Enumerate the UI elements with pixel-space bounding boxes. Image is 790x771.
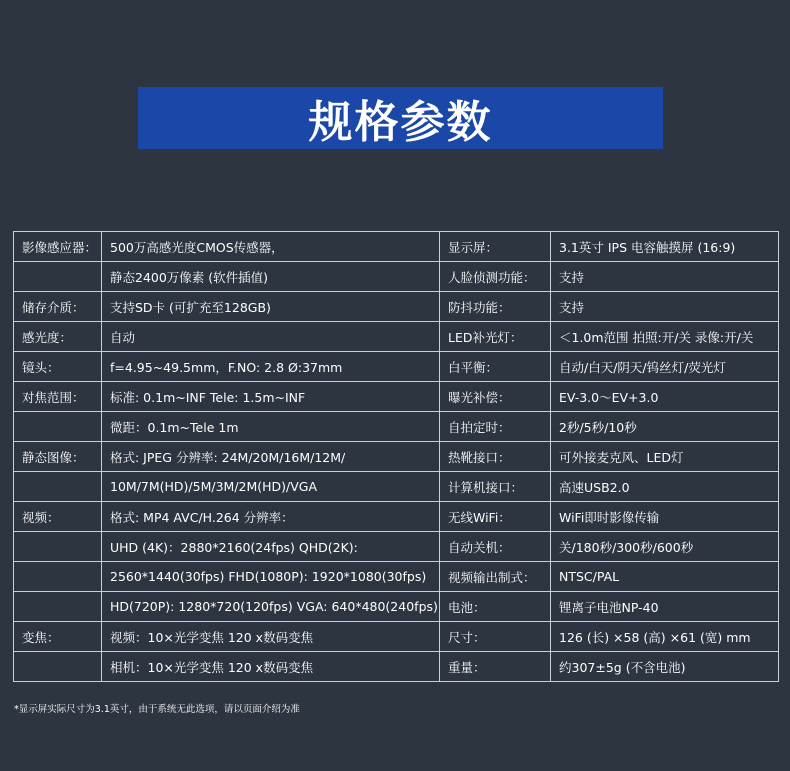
spec-value: 静态2400万像素 (软件插值) bbox=[102, 262, 440, 292]
spec-label bbox=[14, 592, 102, 622]
table-row bbox=[14, 622, 779, 652]
spec-label: 自拍定时： bbox=[440, 412, 551, 442]
spec-value: 格式: MP4 AVC/H.264 分辨率： bbox=[102, 502, 440, 532]
table-row bbox=[14, 232, 779, 262]
spec-label: 尺寸： bbox=[440, 622, 551, 652]
spec-value: 2560*1440(30fps) FHD(1080P): 1920*1080(30fps) bbox=[102, 562, 440, 592]
spec-value: 支持 bbox=[551, 292, 779, 322]
table-row bbox=[14, 442, 779, 472]
spec-value: EV-3.0～EV+3.0 bbox=[551, 382, 779, 412]
spec-value: 可外接麦克风、LED灯 bbox=[551, 442, 779, 472]
spec-label: LED补光灯： bbox=[440, 322, 551, 352]
table-row bbox=[14, 532, 779, 562]
spec-label: 视频输出制式： bbox=[440, 562, 551, 592]
spec-label bbox=[14, 412, 102, 442]
spec-value: 微距：0.1m~Tele 1m bbox=[102, 412, 440, 442]
spec-value: 格式: JPEG 分辨率: 24M/20M/16M/12M/ bbox=[102, 442, 440, 472]
spec-label: 镜头： bbox=[14, 352, 102, 382]
table-row bbox=[14, 382, 779, 412]
spec-value: 自动/白天/阴天/钨丝灯/荧光灯 bbox=[551, 352, 779, 382]
spec-label: 变焦： bbox=[14, 622, 102, 652]
spec-label: 白平衡： bbox=[440, 352, 551, 382]
spec-value: 2秒/5秒/10秒 bbox=[551, 412, 779, 442]
spec-value: 500万高感光度CMOS传感器， bbox=[102, 232, 440, 262]
spec-label bbox=[14, 262, 102, 292]
spec-label: 无线WiFi： bbox=[440, 502, 551, 532]
table-row bbox=[14, 262, 779, 292]
spec-value: 自动 bbox=[102, 322, 440, 352]
spec-label: 防抖功能： bbox=[440, 292, 551, 322]
table-row bbox=[14, 292, 779, 322]
table-row bbox=[14, 562, 779, 592]
spec-value: 约307±5g (不含电池) bbox=[551, 652, 779, 682]
table-row bbox=[14, 322, 779, 352]
spec-value: 相机：10×光学变焦 120 x数码变焦 bbox=[102, 652, 440, 682]
spec-label: 自动关机： bbox=[440, 532, 551, 562]
spec-label: 储存介质： bbox=[14, 292, 102, 322]
spec-label bbox=[14, 652, 102, 682]
spec-label: 视频： bbox=[14, 502, 102, 532]
spec-label: 显示屏： bbox=[440, 232, 551, 262]
spec-label: 重量： bbox=[440, 652, 551, 682]
table-row bbox=[14, 352, 779, 382]
spec-value: 标准: 0.1m~INF Tele: 1.5m~INF bbox=[102, 382, 440, 412]
spec-value: 视频：10×光学变焦 120 x数码变焦 bbox=[102, 622, 440, 652]
spec-table-body bbox=[14, 232, 779, 682]
spec-value: 126 (长) ×58 (高) ×61 (宽) mm bbox=[551, 622, 779, 652]
spec-value: f=4.95~49.5mm，F.NO: 2.8 Ø:37mm bbox=[102, 352, 440, 382]
title-banner bbox=[138, 87, 663, 149]
spec-value: HD(720P): 1280*720(120fps) VGA: 640*480(240fps) bbox=[102, 592, 440, 622]
spec-value: 3.1英寸 IPS 电容触摸屏 (16:9) bbox=[551, 232, 779, 262]
spec-label: 静态图像： bbox=[14, 442, 102, 472]
page-title: 规格参数 bbox=[308, 97, 493, 148]
footnote: *显示屏实际尺寸为3.1英寸，由于系统无此选项，请以页面介绍为准 bbox=[14, 704, 300, 715]
spec-value: 高速USB2.0 bbox=[551, 472, 779, 502]
spec-value: 支持 bbox=[551, 262, 779, 292]
table-row bbox=[14, 472, 779, 502]
spec-value: 锂离子电池NP-40 bbox=[551, 592, 779, 622]
spec-label: 曝光补偿： bbox=[440, 382, 551, 412]
spec-label: 计算机接口： bbox=[440, 472, 551, 502]
table-row bbox=[14, 502, 779, 532]
spec-value: NTSC/PAL bbox=[551, 562, 779, 592]
spec-label: 热靴接口： bbox=[440, 442, 551, 472]
spec-label: 电池： bbox=[440, 592, 551, 622]
table-row bbox=[14, 412, 779, 442]
spec-label: 对焦范围： bbox=[14, 382, 102, 412]
spec-value: WiFi即时影像传输 bbox=[551, 502, 779, 532]
table-row bbox=[14, 592, 779, 622]
spec-label: 影像感应器： bbox=[14, 232, 102, 262]
spec-label: 感光度： bbox=[14, 322, 102, 352]
spec-label: 人脸侦测功能： bbox=[440, 262, 551, 292]
spec-label bbox=[14, 532, 102, 562]
spec-value: 支持SD卡 (可扩充至128GB) bbox=[102, 292, 440, 322]
spec-value: 10M/7M(HD)/5M/3M/2M(HD)/VGA bbox=[102, 472, 440, 502]
spec-value: ＜1.0m范围 拍照:开/关 录像:开/关 bbox=[551, 322, 779, 352]
spec-value: UHD (4K)：2880*2160(24fps) QHD(2K): bbox=[102, 532, 440, 562]
spec-label bbox=[14, 472, 102, 502]
spec-table bbox=[13, 231, 779, 682]
table-row bbox=[14, 652, 779, 682]
spec-value: 关/180秒/300秒/600秒 bbox=[551, 532, 779, 562]
spec-label bbox=[14, 562, 102, 592]
